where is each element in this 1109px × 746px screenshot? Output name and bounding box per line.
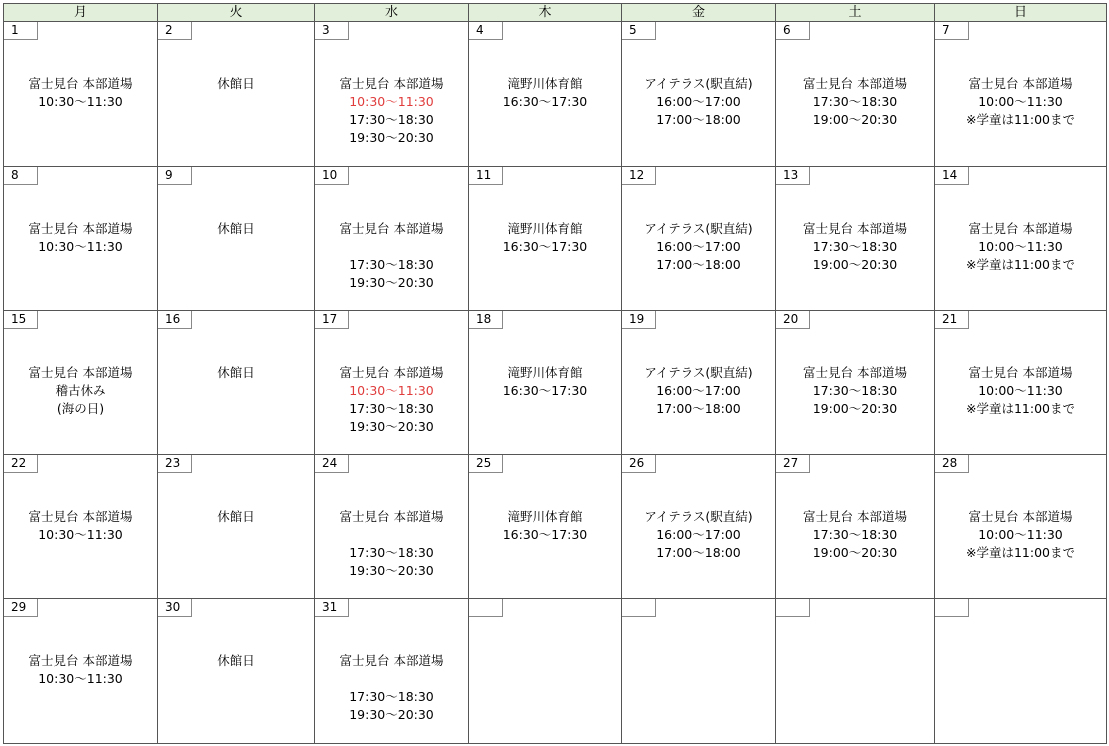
schedule-line: 16:00～17:00 xyxy=(656,94,741,109)
schedule-line: 19:00～20:30 xyxy=(812,257,898,272)
day-number: 13 xyxy=(776,167,810,185)
day-cell xyxy=(469,22,622,167)
day-number: 9 xyxy=(158,167,192,185)
day-schedule xyxy=(158,652,314,670)
schedule-line: 富士見台 本部道場 xyxy=(28,365,133,380)
day-schedule xyxy=(935,364,1106,418)
weekday-header: 木 xyxy=(468,3,622,22)
schedule-line: 富士見台 本部道場 xyxy=(968,365,1073,380)
day-schedule xyxy=(622,364,775,418)
schedule-line: 休館日 xyxy=(217,76,255,91)
highlighted-time-slot: 10:30～11:30 xyxy=(349,94,434,109)
schedule-line: 17:00～18:00 xyxy=(656,257,741,272)
day-cell xyxy=(776,311,935,455)
day-schedule xyxy=(622,220,775,274)
weekday-header: 月 xyxy=(3,3,158,22)
day-cell xyxy=(935,311,1107,455)
day-schedule xyxy=(469,75,621,111)
schedule-line: 17:30～18:30 xyxy=(812,239,898,254)
day-number: 16 xyxy=(158,311,192,329)
day-schedule xyxy=(469,364,621,400)
schedule-line: 富士見台 本部道場 xyxy=(339,509,444,524)
schedule-line: 滝野川体育館 xyxy=(507,221,583,236)
schedule-line: 17:00～18:00 xyxy=(656,401,741,416)
schedule-line: 10:30～11:30 xyxy=(38,239,123,254)
day-cell xyxy=(158,311,315,455)
schedule-line: 19:30～20:30 xyxy=(349,419,434,434)
schedule-line: アイテラス(駅直結) xyxy=(644,509,753,524)
schedule-line: 富士見台 本部道場 xyxy=(339,221,444,236)
schedule-line: 19:00～20:30 xyxy=(812,401,898,416)
schedule-line: 10:00～11:30 xyxy=(978,383,1063,398)
schedule-line: 富士見台 本部道場 xyxy=(28,509,133,524)
day-schedule xyxy=(315,364,468,436)
schedule-line: 10:30～11:30 xyxy=(38,527,123,542)
schedule-line: 10:00～11:30 xyxy=(978,94,1063,109)
day-number: 19 xyxy=(622,311,656,329)
day-cell xyxy=(315,311,469,455)
schedule-line: 10:30～11:30 xyxy=(38,671,123,686)
day-cell xyxy=(3,22,158,167)
day-schedule xyxy=(315,652,468,724)
day-schedule xyxy=(4,364,157,418)
day-schedule xyxy=(469,508,621,544)
schedule-line: 16:30～17:30 xyxy=(502,527,588,542)
schedule-line: 17:30～18:30 xyxy=(349,112,434,127)
day-number: 3 xyxy=(315,22,349,40)
day-number: 29 xyxy=(4,599,38,617)
schedule-line: 富士見台 本部道場 xyxy=(968,76,1073,91)
day-cell xyxy=(776,455,935,599)
weekday-header: 日 xyxy=(934,3,1107,22)
day-cell xyxy=(935,455,1107,599)
day-number: 5 xyxy=(622,22,656,40)
day-cell xyxy=(776,22,935,167)
schedule-line: 富士見台 本部道場 xyxy=(803,365,907,380)
day-number: 2 xyxy=(158,22,192,40)
day-schedule xyxy=(935,508,1106,562)
schedule-line: 17:30～18:30 xyxy=(812,527,898,542)
day-schedule xyxy=(158,75,314,93)
day-schedule xyxy=(158,364,314,382)
day-cell xyxy=(3,167,158,311)
day-number xyxy=(935,599,969,617)
schedule-line: 富士見台 本部道場 xyxy=(339,365,444,380)
day-schedule xyxy=(935,220,1106,274)
day-number: 12 xyxy=(622,167,656,185)
schedule-line xyxy=(315,238,468,256)
day-cell xyxy=(935,167,1107,311)
day-schedule xyxy=(4,508,157,544)
highlighted-time-slot: 10:30～11:30 xyxy=(349,383,434,398)
day-cell xyxy=(469,599,622,744)
day-number: 15 xyxy=(4,311,38,329)
schedule-line: 19:30～20:30 xyxy=(349,130,434,145)
schedule-line: 滝野川体育館 xyxy=(507,365,583,380)
day-number: 14 xyxy=(935,167,969,185)
day-schedule xyxy=(4,220,157,256)
day-number: 18 xyxy=(469,311,503,329)
schedule-line: 休館日 xyxy=(217,653,255,668)
day-cell xyxy=(158,455,315,599)
schedule-line: 富士見台 本部道場 xyxy=(28,653,133,668)
schedule-line: 10:00～11:30 xyxy=(978,239,1063,254)
weekday-header: 金 xyxy=(621,3,776,22)
schedule-line: 16:00～17:00 xyxy=(656,239,741,254)
day-schedule xyxy=(158,220,314,238)
schedule-line: ※学童は11:00まで xyxy=(966,401,1075,416)
day-cell xyxy=(315,22,469,167)
day-number: 27 xyxy=(776,455,810,473)
schedule-line: 16:30～17:30 xyxy=(502,383,588,398)
schedule-line: アイテラス(駅直結) xyxy=(644,76,753,91)
day-schedule xyxy=(776,220,934,274)
day-number: 1 xyxy=(4,22,38,40)
day-cell xyxy=(776,599,935,744)
day-schedule xyxy=(776,75,934,129)
schedule-line: 休館日 xyxy=(217,221,255,236)
schedule-line: ※学童は11:00まで xyxy=(966,257,1075,272)
day-schedule xyxy=(4,652,157,688)
schedule-line: 17:30～18:30 xyxy=(349,545,434,560)
day-cell xyxy=(315,167,469,311)
day-number: 22 xyxy=(4,455,38,473)
schedule-line: 16:30～17:30 xyxy=(502,94,588,109)
day-number xyxy=(622,599,656,617)
schedule-line: 富士見台 本部道場 xyxy=(968,221,1073,236)
day-cell xyxy=(3,311,158,455)
schedule-line: ※学童は11:00まで xyxy=(966,545,1075,560)
schedule-line: 19:00～20:30 xyxy=(812,545,898,560)
day-cell xyxy=(315,599,469,744)
day-cell xyxy=(315,455,469,599)
day-cell xyxy=(776,167,935,311)
schedule-line: 10:00～11:30 xyxy=(978,527,1063,542)
schedule-line: 17:00～18:00 xyxy=(656,545,741,560)
weekday-header: 土 xyxy=(775,3,935,22)
schedule-line xyxy=(315,526,468,544)
schedule-line: 休館日 xyxy=(217,509,255,524)
day-cell xyxy=(622,599,776,744)
day-number xyxy=(469,599,503,617)
day-cell xyxy=(622,167,776,311)
schedule-line: アイテラス(駅直結) xyxy=(644,221,753,236)
schedule-line: 17:30～18:30 xyxy=(349,689,434,704)
day-cell xyxy=(158,167,315,311)
day-schedule xyxy=(4,75,157,111)
schedule-line: 富士見台 本部道場 xyxy=(803,76,907,91)
day-number: 7 xyxy=(935,22,969,40)
schedule-line: 17:30～18:30 xyxy=(349,401,434,416)
day-cell xyxy=(3,455,158,599)
day-cell xyxy=(158,22,315,167)
day-cell xyxy=(622,22,776,167)
day-cell xyxy=(935,22,1107,167)
schedule-line: 10:30～11:30 xyxy=(38,94,123,109)
day-number: 4 xyxy=(469,22,503,40)
schedule-line: 富士見台 本部道場 xyxy=(28,76,133,91)
day-cell xyxy=(3,599,158,744)
day-number: 31 xyxy=(315,599,349,617)
day-cell xyxy=(469,311,622,455)
schedule-line: 16:00～17:00 xyxy=(656,383,741,398)
day-number: 26 xyxy=(622,455,656,473)
day-schedule xyxy=(622,508,775,562)
day-number: 25 xyxy=(469,455,503,473)
day-cell xyxy=(158,599,315,744)
day-cell xyxy=(622,455,776,599)
schedule-line: 17:30～18:30 xyxy=(812,94,898,109)
day-schedule xyxy=(935,75,1106,129)
schedule-line: 17:30～18:30 xyxy=(349,257,434,272)
day-schedule xyxy=(622,75,775,129)
schedule-line: 17:00～18:00 xyxy=(656,112,741,127)
schedule-line: 19:30～20:30 xyxy=(349,707,434,722)
schedule-line: ※学童は11:00まで xyxy=(966,112,1075,127)
schedule-line: 19:30～20:30 xyxy=(349,563,434,578)
day-schedule xyxy=(315,75,468,147)
schedule-line: 休館日 xyxy=(217,365,255,380)
day-cell xyxy=(935,599,1107,744)
weekday-header: 水 xyxy=(314,3,469,22)
day-cell xyxy=(622,311,776,455)
schedule-line: 富士見台 本部道場 xyxy=(803,221,907,236)
schedule-line: 富士見台 本部道場 xyxy=(339,76,444,91)
day-number: 20 xyxy=(776,311,810,329)
schedule-line: 滝野川体育館 xyxy=(507,509,583,524)
weekday-header: 火 xyxy=(157,3,315,22)
schedule-line: 19:30～20:30 xyxy=(349,275,434,290)
day-schedule xyxy=(315,220,468,292)
day-schedule xyxy=(469,220,621,256)
day-schedule xyxy=(776,508,934,562)
day-number: 24 xyxy=(315,455,349,473)
schedule-line: 17:30～18:30 xyxy=(812,383,898,398)
day-number: 6 xyxy=(776,22,810,40)
day-number: 11 xyxy=(469,167,503,185)
day-schedule xyxy=(776,364,934,418)
day-number: 8 xyxy=(4,167,38,185)
schedule-line xyxy=(315,670,468,688)
schedule-line: 16:00～17:00 xyxy=(656,527,741,542)
schedule-line: 富士見台 本部道場 xyxy=(968,509,1073,524)
day-schedule xyxy=(158,508,314,526)
schedule-line: 富士見台 本部道場 xyxy=(803,509,907,524)
day-number: 30 xyxy=(158,599,192,617)
schedule-line: 稽古休み xyxy=(55,383,106,398)
day-number: 21 xyxy=(935,311,969,329)
schedule-line: 16:30～17:30 xyxy=(502,239,588,254)
day-schedule xyxy=(315,508,468,580)
schedule-line: 19:00～20:30 xyxy=(812,112,898,127)
day-number xyxy=(776,599,810,617)
day-number: 10 xyxy=(315,167,349,185)
day-number: 23 xyxy=(158,455,192,473)
schedule-line: 滝野川体育館 xyxy=(507,76,583,91)
day-number: 28 xyxy=(935,455,969,473)
day-cell xyxy=(469,455,622,599)
day-number: 17 xyxy=(315,311,349,329)
day-cell xyxy=(469,167,622,311)
schedule-line: 富士見台 本部道場 xyxy=(28,221,133,236)
schedule-line: 富士見台 本部道場 xyxy=(339,653,444,668)
schedule-line: (海の日) xyxy=(56,401,105,416)
schedule-line: アイテラス(駅直結) xyxy=(644,365,753,380)
